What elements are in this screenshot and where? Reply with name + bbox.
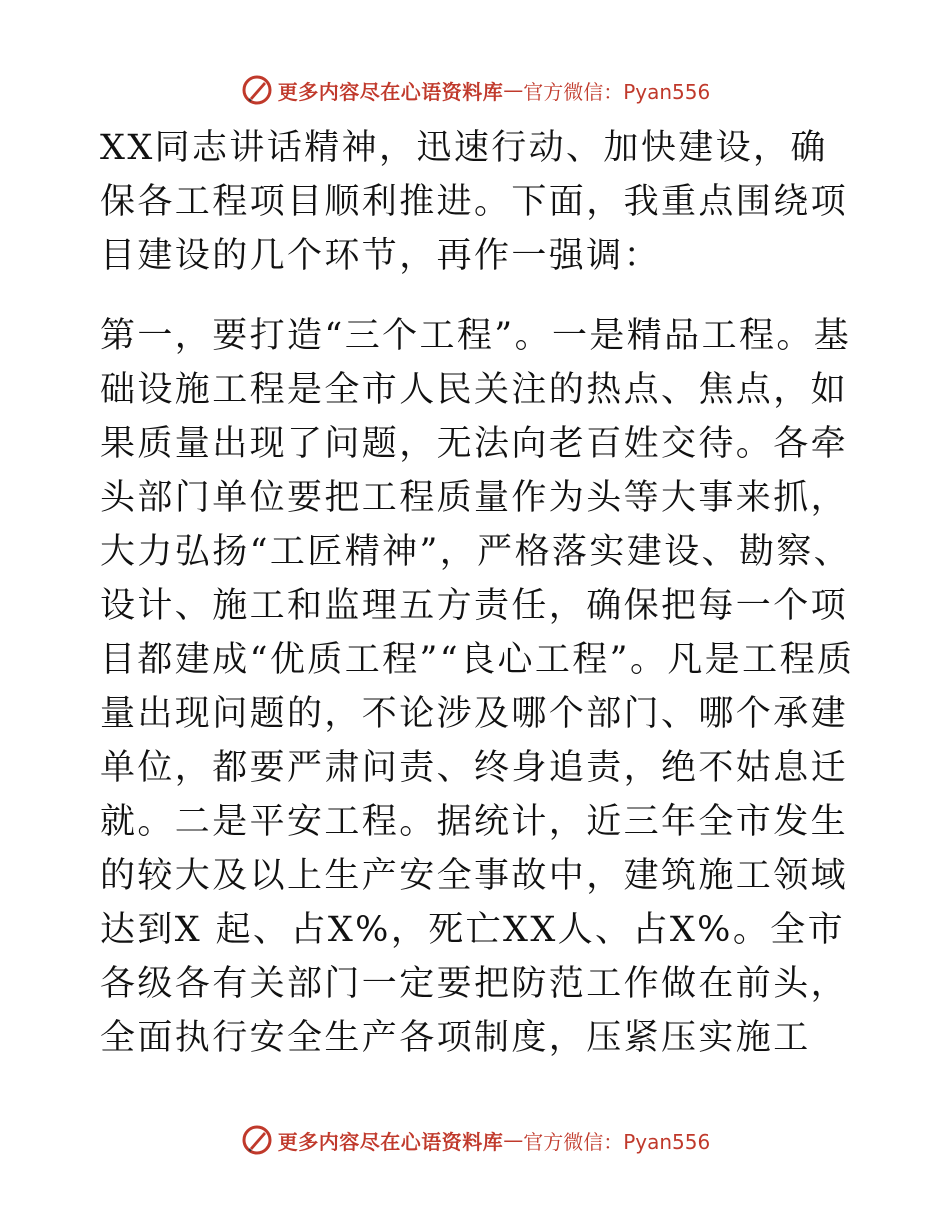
banner-title: 更多内容尽在心语资料库 [277, 79, 504, 104]
quill-circle-logo-icon [240, 73, 274, 107]
paragraph-2: 第一，要打造“三个工程”。一是精品工程。基础设施工程是全市人民关注的热点、焦点，如果质量出现了问题，无法向老百姓交待。各牵头部门单位要把工程质量作为头等大事来抓，大力弘扬“工匠精神”，严格落实建设、勘察、设计、施工和监理五方责任，确保把每一个项目都建成“优质工程”“良心工程”。凡是工程质量出现问题的，不论涉及哪个部门、哪个承建单位，都要严肃问责、终身追责，绝不姑息迁就。二是平安工程。据统计，近三年全市发生的较大及以上生产安全事故中，建筑施工领域达到X 起、占X%，死亡XX人、占X%。全市各级各有关部门一定要把防范工作做在前头，全面执行安全生产各项制度，压紧压实施工 [100, 316, 855, 1058]
header-banner [0, 70, 950, 110]
banner-title: 更多内容尽在心语资料库 [277, 1129, 504, 1154]
banner-separator: — [503, 78, 524, 102]
quill-circle-logo-icon [240, 1123, 274, 1157]
document-body [100, 121, 860, 1065]
paragraph-1: XX同志讲话精神，迅速行动、加快建设，确保各工程项目顺利推进。下面，我重点围绕项目建设的几个环节，再作一强调： [100, 128, 849, 276]
banner-contact: 官方微信：Pyan556 [523, 79, 711, 104]
footer-banner [0, 1120, 950, 1160]
banner-separator: — [503, 1128, 524, 1152]
banner-contact: 官方微信：Pyan556 [523, 1129, 711, 1154]
